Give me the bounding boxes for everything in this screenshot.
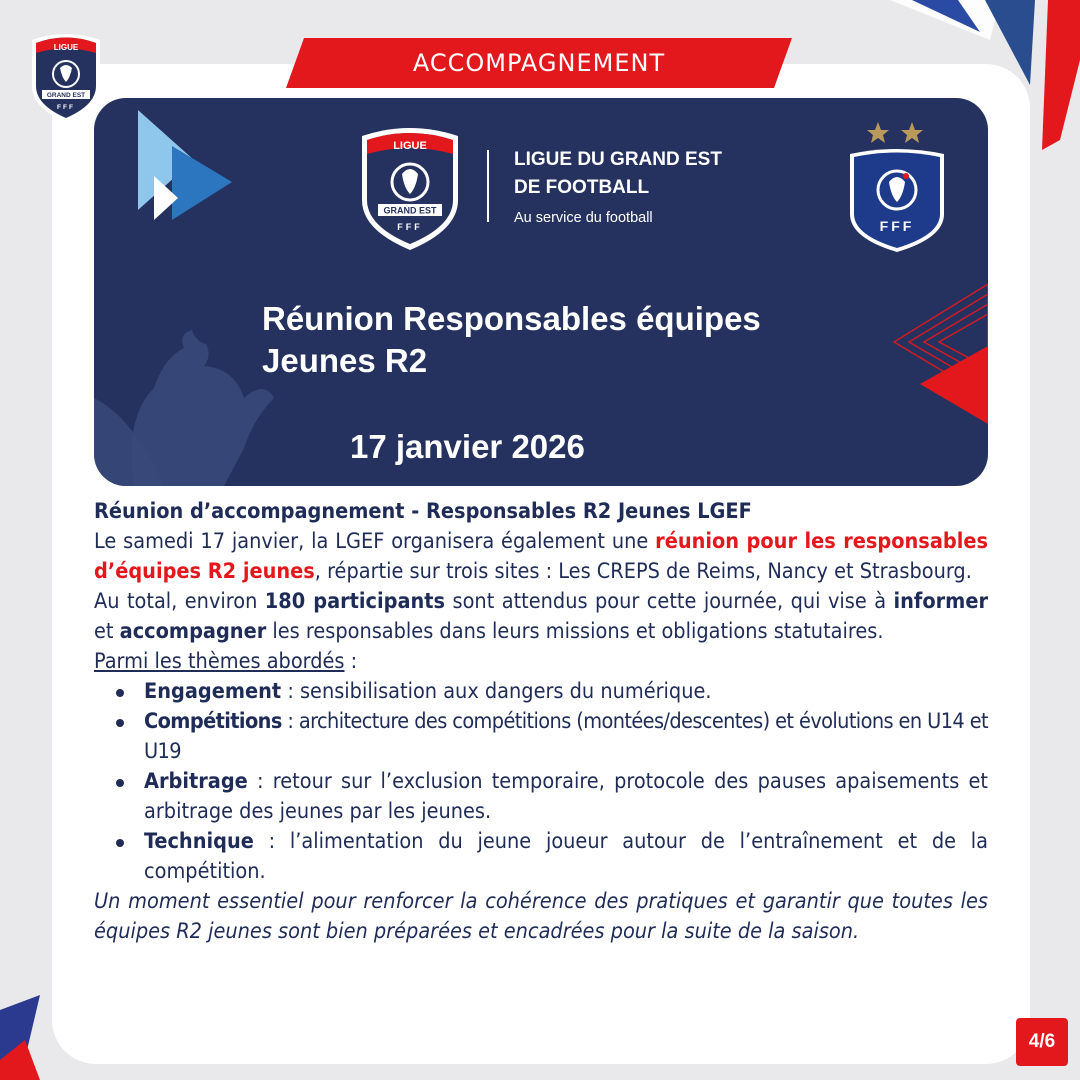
list-item: Engagement : sensibilisation aux dangers du numérique. bbox=[94, 677, 988, 707]
article-body bbox=[94, 497, 988, 947]
highlight-text: réunion pour les responsables d’équipes R2 jeunes bbox=[94, 529, 988, 584]
banner-title-line1: Réunion Responsables équipes bbox=[262, 300, 761, 337]
closing-paragraph: Un moment essentiel pour renforcer la cohérence des pratiques et garantir que toutes les équipes R2 jeunes sont bien préparées et encadrées pour la suite de la saison. bbox=[94, 889, 988, 944]
organisation-tagline: Au service du football bbox=[514, 210, 653, 226]
banner-date: 17 janvier 2026 bbox=[350, 428, 585, 465]
logo-divider bbox=[487, 150, 489, 222]
section-tag-label: ACCOMPAGNEMENT bbox=[412, 49, 666, 77]
list-item: Compétitions : architecture des compétitions (montées/descentes) et évolutions en U14 et U19 bbox=[94, 707, 988, 767]
article-heading: Réunion d’accompagnement - Responsables R2 Jeunes LGEF bbox=[94, 499, 752, 524]
fff-logo-text: FFF bbox=[879, 218, 915, 234]
fff-logo bbox=[842, 118, 952, 254]
shield-text-bottom: GRAND EST bbox=[383, 205, 437, 216]
organisation-name bbox=[514, 146, 814, 202]
banner-title-line2: Jeunes R2 bbox=[262, 342, 428, 379]
themes-list bbox=[94, 677, 988, 887]
logo-text-top: LIGUE bbox=[53, 43, 79, 52]
themes-intro: Parmi les thèmes abordés : bbox=[94, 649, 358, 674]
ligue-shield-logo bbox=[356, 118, 464, 252]
shield-text-sub: FFF bbox=[397, 222, 423, 232]
section-tag bbox=[286, 38, 792, 88]
article-paragraph-1: Le samedi 17 janvier, la LGEF organisera également une réunion pour les responsables d’équipes R2 jeunes, répartie sur trois sites : Les CREPS de Reims, Nancy et Strasbourg. bbox=[94, 529, 988, 584]
organisation-name-line2: DE FOOTBALL bbox=[514, 177, 650, 198]
banner-title bbox=[262, 298, 902, 382]
event-banner bbox=[94, 98, 988, 486]
list-item: Arbitrage : retour sur l’exclusion temporaire, protocole des pauses apaisements et arbitrage des jeunes par les jeunes. bbox=[94, 767, 988, 827]
page-indicator: 4/6 bbox=[1016, 1018, 1068, 1066]
organisation-name-line1: LIGUE DU GRAND EST bbox=[514, 149, 722, 170]
logo-text-bottom: GRAND EST bbox=[46, 92, 86, 99]
shield-text-top: LIGUE bbox=[393, 140, 427, 152]
article-paragraph-2: Au total, environ 180 participants sont attendus pour cette journée, qui vise à informer et accompagner les responsables dans leurs missions et obligations statutaires. bbox=[94, 589, 988, 644]
list-item: Technique : l’alimentation du jeune joueur autour de l’entraînement et de la compétition. bbox=[94, 827, 988, 887]
logo-text-sub: FFF bbox=[57, 104, 75, 111]
